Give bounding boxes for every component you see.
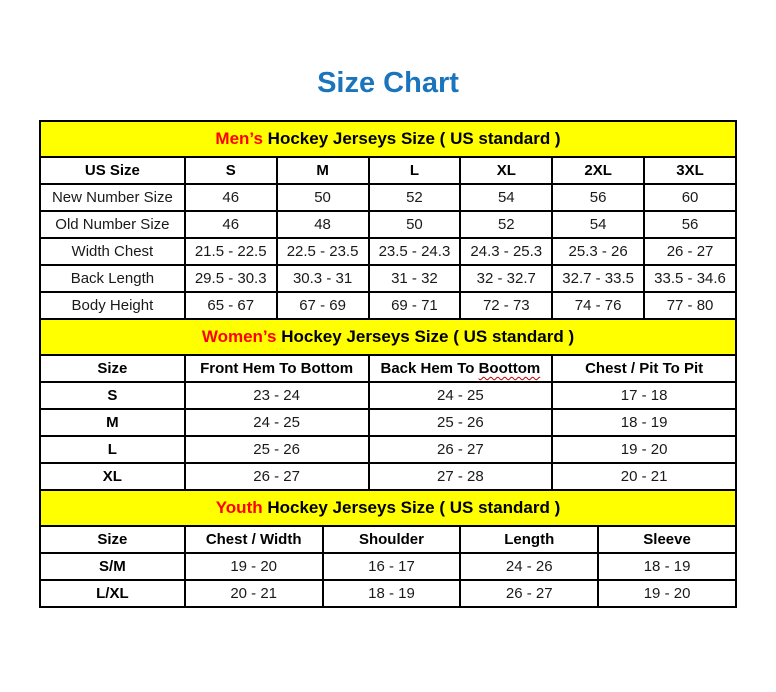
- womens-row: [40, 409, 736, 436]
- mens-value-cell: 32.7 - 33.5: [552, 265, 644, 292]
- mens-value-cell: 74 - 76: [552, 292, 644, 319]
- mens-col-header: XL: [460, 157, 552, 184]
- youth-value-cell: 18 - 19: [323, 580, 461, 607]
- womens-row-label: L: [40, 436, 185, 463]
- womens-banner-text: Hockey Jerseys Size ( US standard ): [276, 327, 575, 346]
- mens-value-cell: 52: [460, 211, 552, 238]
- mens-row: [40, 184, 736, 211]
- youth-col-header: Sleeve: [598, 526, 736, 553]
- youth-size-table: [39, 489, 737, 608]
- mens-row: [40, 265, 736, 292]
- mens-value-cell: 23.5 - 24.3: [369, 238, 461, 265]
- womens-value-cell: 26 - 27: [369, 436, 553, 463]
- mens-value-cell: 50: [369, 211, 461, 238]
- mens-value-cell: 31 - 32: [369, 265, 461, 292]
- youth-row: [40, 553, 736, 580]
- womens-banner-highlight: Women’s: [201, 327, 277, 346]
- womens-row-label: M: [40, 409, 185, 436]
- womens-value-cell: 19 - 20: [552, 436, 736, 463]
- mens-value-cell: 46: [185, 184, 277, 211]
- mens-value-cell: 46: [185, 211, 277, 238]
- mens-col-header: L: [369, 157, 461, 184]
- mens-value-cell: 26 - 27: [644, 238, 736, 265]
- mens-row-label: Body Height: [40, 292, 185, 319]
- mens-value-cell: 30.3 - 31: [277, 265, 369, 292]
- youth-col-header: Size: [40, 526, 185, 553]
- mens-value-cell: 21.5 - 22.5: [185, 238, 277, 265]
- mens-value-cell: 60: [644, 184, 736, 211]
- youth-value-cell: 19 - 20: [185, 553, 323, 580]
- womens-value-cell: 25 - 26: [185, 436, 369, 463]
- mens-size-table: [39, 120, 737, 320]
- womens-value-cell: 23 - 24: [185, 382, 369, 409]
- mens-value-cell: 56: [644, 211, 736, 238]
- youth-banner-row: [40, 490, 736, 526]
- mens-row: [40, 211, 736, 238]
- mens-value-cell: 69 - 71: [369, 292, 461, 319]
- size-tables-container: [39, 120, 737, 608]
- womens-row: [40, 436, 736, 463]
- youth-row-label: S/M: [40, 553, 185, 580]
- mens-value-cell: 32 - 32.7: [460, 265, 552, 292]
- womens-value-cell: 24 - 25: [369, 382, 553, 409]
- youth-row-label: L/XL: [40, 580, 185, 607]
- mens-row-label: New Number Size: [40, 184, 185, 211]
- mens-col-header: 2XL: [552, 157, 644, 184]
- youth-value-cell: 19 - 20: [598, 580, 736, 607]
- youth-value-cell: 16 - 17: [323, 553, 461, 580]
- youth-banner-text: Hockey Jerseys Size ( US standard ): [262, 498, 561, 517]
- mens-value-cell: 67 - 69: [277, 292, 369, 319]
- mens-col-header: M: [277, 157, 369, 184]
- mens-value-cell: 77 - 80: [644, 292, 736, 319]
- mens-header-row: [40, 157, 736, 184]
- youth-banner-highlight: Youth: [215, 498, 263, 517]
- womens-value-cell: 25 - 26: [369, 409, 553, 436]
- youth-value-cell: 26 - 27: [460, 580, 598, 607]
- youth-value-cell: 20 - 21: [185, 580, 323, 607]
- mens-value-cell: 52: [369, 184, 461, 211]
- mens-value-cell: 33.5 - 34.6: [644, 265, 736, 292]
- womens-row-label: S: [40, 382, 185, 409]
- womens-row: [40, 382, 736, 409]
- womens-size-table: [39, 318, 737, 491]
- mens-row-label: Back Length: [40, 265, 185, 292]
- womens-value-cell: 27 - 28: [369, 463, 553, 490]
- womens-value-cell: 26 - 27: [185, 463, 369, 490]
- mens-value-cell: 54: [552, 211, 644, 238]
- mens-banner-row: [40, 121, 736, 157]
- womens-value-cell: 24 - 25: [185, 409, 369, 436]
- womens-row: [40, 463, 736, 490]
- womens-row-label: XL: [40, 463, 185, 490]
- womens-table-banner: [40, 319, 736, 355]
- mens-value-cell: 65 - 67: [185, 292, 277, 319]
- mens-value-cell: 50: [277, 184, 369, 211]
- mens-value-cell: 54: [460, 184, 552, 211]
- misspelled-word: Boottom: [478, 360, 541, 377]
- size-chart-page: [0, 66, 776, 608]
- mens-value-cell: 22.5 - 23.5: [277, 238, 369, 265]
- youth-col-header: Shoulder: [323, 526, 461, 553]
- mens-row: [40, 292, 736, 319]
- youth-row: [40, 580, 736, 607]
- womens-value-cell: 20 - 21: [552, 463, 736, 490]
- mens-row-label: Width Chest: [40, 238, 185, 265]
- womens-value-cell: 18 - 19: [552, 409, 736, 436]
- womens-col-header: Size: [40, 355, 185, 382]
- womens-col-header: Front Hem To Bottom: [185, 355, 369, 382]
- mens-table-banner: [40, 121, 736, 157]
- womens-value-cell: 17 - 18: [552, 382, 736, 409]
- youth-table-banner: [40, 490, 736, 526]
- mens-value-cell: 25.3 - 26: [552, 238, 644, 265]
- mens-col-header: S: [185, 157, 277, 184]
- youth-col-header: Length: [460, 526, 598, 553]
- mens-value-cell: 29.5 - 30.3: [185, 265, 277, 292]
- mens-banner-text: Hockey Jerseys Size ( US standard ): [262, 129, 561, 148]
- mens-banner-highlight: Men’s: [215, 129, 263, 148]
- mens-row-label: Old Number Size: [40, 211, 185, 238]
- youth-value-cell: 18 - 19: [598, 553, 736, 580]
- mens-col-header: 3XL: [644, 157, 736, 184]
- mens-value-cell: 56: [552, 184, 644, 211]
- youth-value-cell: 24 - 26: [460, 553, 598, 580]
- mens-value-cell: 24.3 - 25.3: [460, 238, 552, 265]
- mens-value-cell: 48: [277, 211, 369, 238]
- womens-banner-row: [40, 319, 736, 355]
- page-title: Size Chart: [317, 67, 459, 99]
- youth-col-header: Chest / Width: [185, 526, 323, 553]
- mens-value-cell: 72 - 73: [460, 292, 552, 319]
- mens-col-header: US Size: [40, 157, 185, 184]
- mens-row: [40, 238, 736, 265]
- youth-header-row: [40, 526, 736, 553]
- womens-col-header: Chest / Pit To Pit: [552, 355, 736, 382]
- womens-header-row: [40, 355, 736, 382]
- womens-col-header: Back Hem To Boottom: [369, 355, 553, 382]
